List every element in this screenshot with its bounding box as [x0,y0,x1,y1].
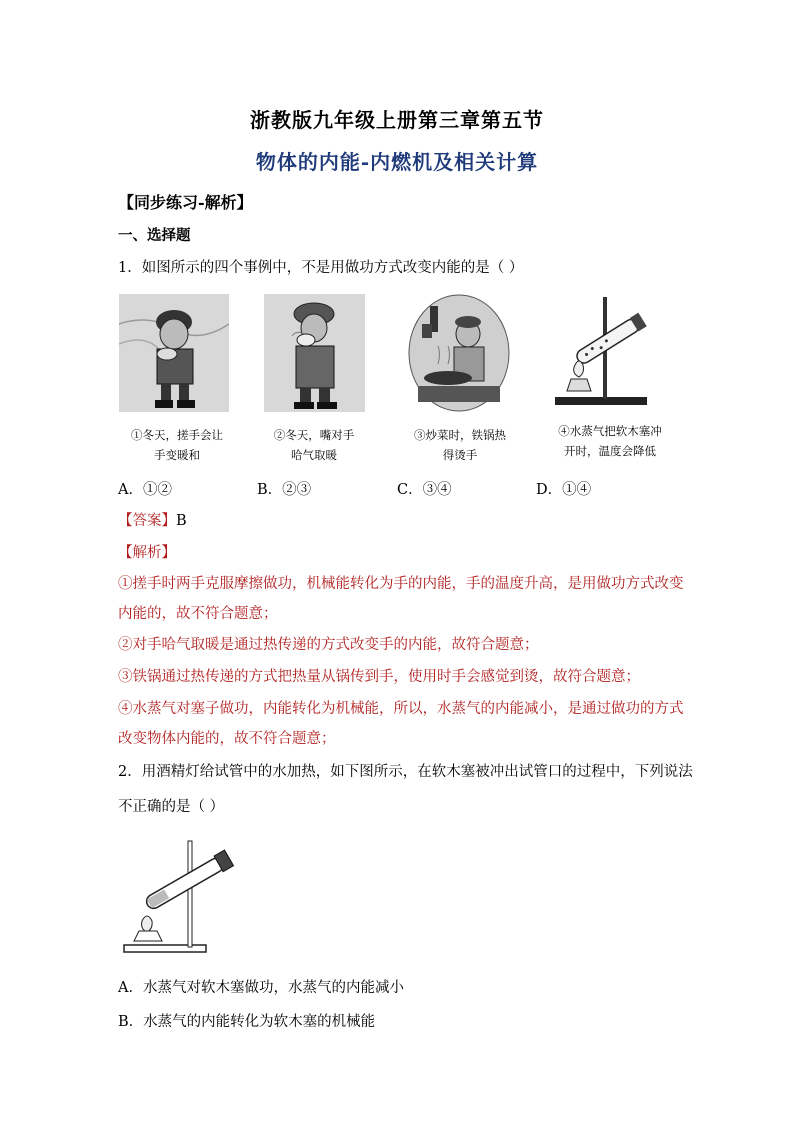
section-label: 【同步练习-解析】 [118,193,253,212]
figure-cooking [408,294,511,412]
analysis-line-5: ④水蒸气对塞子做功，内能转化为机械能，所以，水蒸气的内能减小，是通过做功的方式 [118,701,684,717]
page-title: 浙教版九年级上册第三章第五节 [250,108,544,132]
q2-option-b: B．水蒸气的内能转化为软木塞的机械能 [118,1014,376,1030]
q1-answer [118,509,187,530]
q2-stem-line-2: 不正确的是（ ） [118,799,225,815]
analysis-line-3: ②对手哈气取暖是通过热传递的方式改变手的内能，故符合题意； [118,637,539,653]
caption-3 [398,425,522,465]
q1-option-d: D．①④ [536,482,592,498]
analysis-line-1: ①搓手时两手克服摩擦做功，机械能转化为手的内能，手的温度升高，是用做功方式改变 [118,576,684,592]
analysis-line-2: 内能的，故不符合题意； [118,606,278,622]
caption-3-line-1: ③炒菜时，铁锅热 [414,428,506,442]
figure-breathing-on-hands [264,294,365,412]
caption-4-line-1: ④水蒸气把软木塞冲 [558,424,662,438]
answer-tag: 【答案】 [118,513,176,529]
caption-1-line-2: 手变暖和 [154,448,200,462]
caption-2 [254,425,374,465]
part-label: 一、选择题 [118,227,191,244]
q1-option-a: A．①② [118,482,172,498]
caption-1 [112,425,242,465]
q2-option-a: A．水蒸气对软木塞做功，水蒸气的内能减小 [118,980,404,996]
caption-1-line-1: ①冬天，搓手会让 [131,428,223,442]
analysis-line-4: ③铁锅通过热传递的方式把热量从锅传到手，使用时手会感觉到烫，故符合题意； [118,669,640,685]
page-subtitle: 物体的内能-内燃机及相关计算 [255,150,539,174]
caption-2-line-2: 哈气取暖 [291,448,337,462]
caption-2-line-1: ②冬天，嘴对手 [273,428,355,442]
answer-value: B [176,513,187,529]
caption-4-line-2: 开时，温度会降低 [564,444,656,458]
q1-option-b: B．②③ [257,482,312,498]
caption-3-line-2: 得烫手 [442,448,478,462]
figure-q2-apparatus [120,835,242,957]
q1-stem: 1．如图所示的四个事例中，不是用做功方式改变内能的是（ ） [118,260,524,276]
figure-test-tube-cork [553,293,657,409]
q1-option-c: C．③④ [397,482,452,498]
analysis-tag: 【解析】 [118,545,176,561]
analysis-line-6: 改变物体内能的，故不符合题意； [118,731,336,747]
q2-stem-line-1: 2．用酒精灯给试管中的水加热，如下图所示，在软木塞被冲出试管口的过程中，下列说法 [118,764,693,780]
caption-4 [540,421,680,461]
figure-rubbing-hands [119,294,229,412]
